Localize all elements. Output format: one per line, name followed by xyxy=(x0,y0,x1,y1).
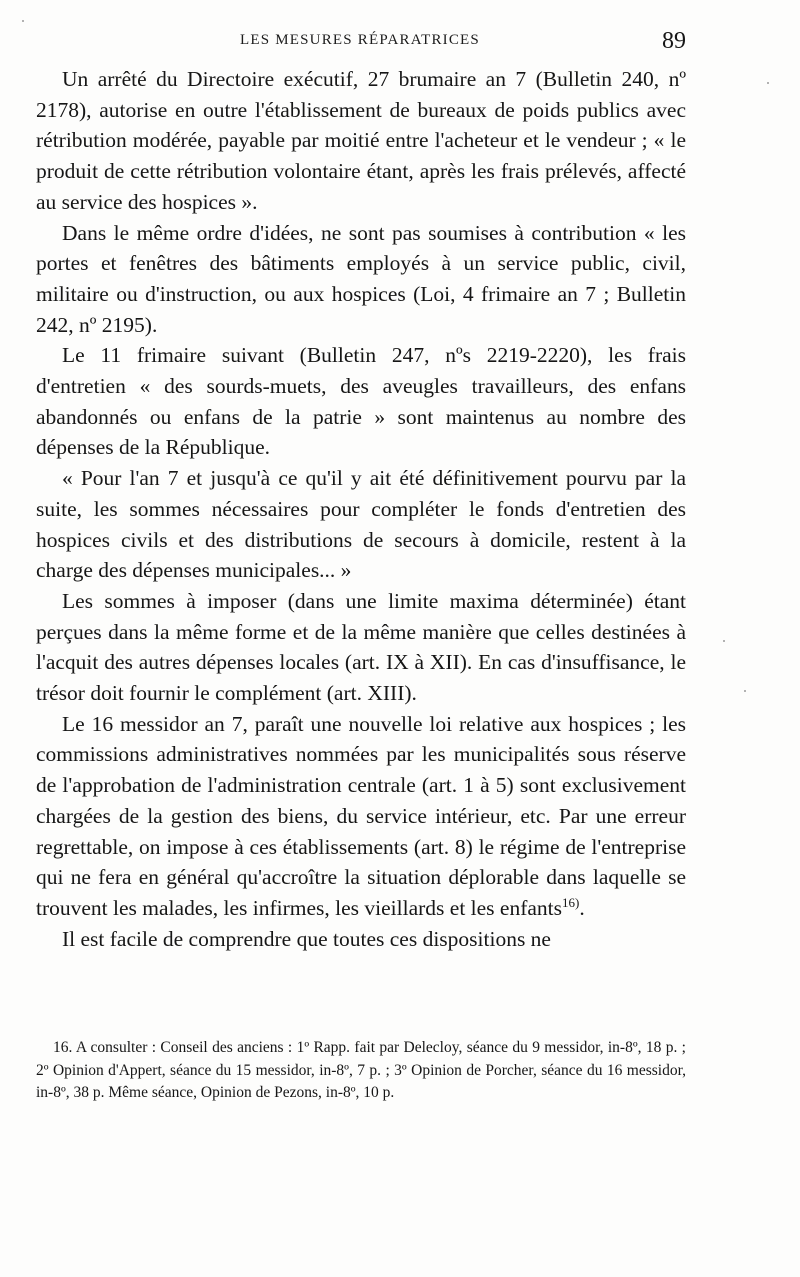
page-number: 89 xyxy=(662,28,686,54)
paper-speck xyxy=(767,82,769,84)
paragraph-conclusion: Il est facile de comprendre que toutes ces dispositions ne xyxy=(62,926,551,951)
paper-speck xyxy=(723,640,725,642)
paragraph-messidor-end: . xyxy=(579,895,585,920)
paragraph-sommes-a-imposer: Les sommes à imposer (dans une limite maxima déterminée) étant perçues dans la même forme et de la même manière que celles destinées à l'acquit des autres dépenses locales (art. IX à XII). En cas d'insuffisance, le trésor doit fournir le complément (art. XIII). xyxy=(36,588,686,706)
footnotes xyxy=(36,1037,686,1105)
paper-speck xyxy=(22,20,24,22)
paragraph-messidor xyxy=(36,709,686,924)
paragraph-frimaire: Le 11 frimaire suivant (Bulletin 247, nºs 2219-2220), les frais d'entretien « des sourds-muets, des aveugles travailleurs, des enfans abandonnés ou enfans de la patrie » sont maintenus au nombre des dépenses de la République. xyxy=(36,343,686,460)
paragraph-citation-an-7: « Pour l'an 7 et jusqu'à ce qu'il y ait été définitivement pourvu par la suite, les sommes nécessaires pour compléter le fonds d'entretien des hospices civils et des distributions de secours à domicile, restent à la charge des dépenses municipales... » xyxy=(36,466,686,583)
body-text xyxy=(36,64,686,954)
paper-speck xyxy=(744,690,746,692)
footnote-16: 16. A consulter : Conseil des anciens : 1º Rapp. fait par Delecloy, séance du 9 messidor, in-8º, 18 p. ; 2º Opinion d'Appert, séance du 15 messidor, in-8º, 7 p. ; 3º Opinion de Porcher, séance du 16 messidor, in-8º, 38 p. Même séance, Opinion de Pezons, in-8º, 10 p. xyxy=(36,1039,686,1101)
paragraph-portes-fenetres: Dans le même ordre d'idées, ne sont pas soumises à contribution « les portes et fenêtres des bâtiments employés à un service public, civil, militaire ou d'instruction, ou aux hospices (Loi, 4 frimaire an 7 ; Bulletin 242, nº 2195). xyxy=(36,220,686,337)
paragraph-messidor-text: Le 16 messidor an 7, paraît une nouvelle loi relative aux hospices ; les commissions administratives nommées par les municipalités sous réserve de l'approbation de l'administration centrale (art. 1 à 5) sont exclusivement chargées de la gestion des biens, du service intérieur, etc. Par une erreur regrettable, on impose à ces établissements (art. 8) le régime de l'entreprise qui ne fera en général qu'accroître la situation déplorable dans laquelle se trouvent les malades, les infirmes, les vieillards et les enfants xyxy=(36,711,686,920)
running-head xyxy=(36,28,686,58)
running-title: LES MESURES RÉPARATRICES xyxy=(240,32,480,48)
paragraph-poids-publics: Un arrêté du Directoire exécutif, 27 brumaire an 7 (Bulletin 240, nº 2178), autorise en outre l'établissement de bureaux de poids publics avec rétribution modérée, payable par moitié entre l'acheteur et le vendeur ; « le produit de cette rétribution volontaire étant, après les frais prélevés, affecté au service des hospices ». xyxy=(36,67,686,214)
footnote-reference[interactable]: 16) xyxy=(562,894,580,910)
